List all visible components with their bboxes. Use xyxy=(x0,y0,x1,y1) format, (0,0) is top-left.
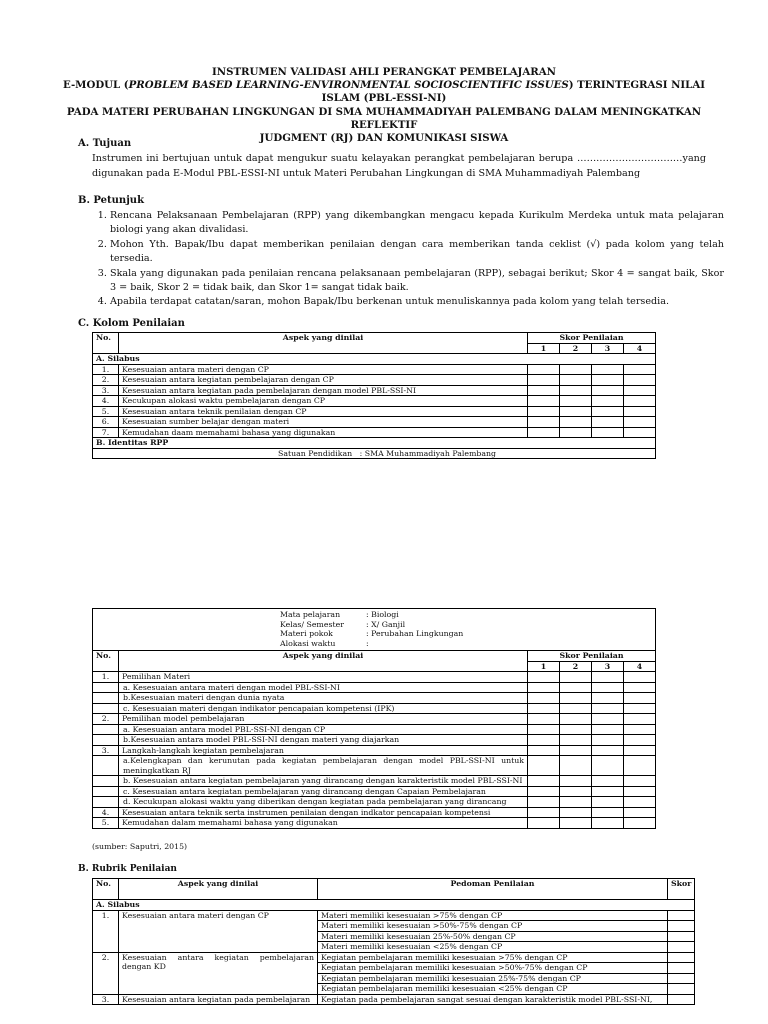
table-row xyxy=(93,724,656,735)
col-aspek-header: Aspek yang dinilai xyxy=(119,651,528,672)
header-line-4: JUDGMENT (RJ) DAN KOMUNIKASI SISWA xyxy=(259,132,509,145)
satuan-label: Satuan Pendidikan xyxy=(278,448,353,458)
score-cell[interactable] xyxy=(560,417,592,428)
table-row xyxy=(93,797,656,808)
row-no xyxy=(93,735,119,746)
rubrik-pedoman: Materi memiliki kesesuaian 25%-50% dengan CP xyxy=(318,931,668,942)
score-cell[interactable] xyxy=(624,396,656,407)
score-cell[interactable] xyxy=(668,952,695,963)
kolom-penilaian-table xyxy=(92,332,656,459)
petunjuk-item: 2. Mohon Yth. Bapak/Ibu dapat memberikan penilaian dengan cara memberikan tanda ceklist (√) pada kolom yang telah tersedia. xyxy=(110,238,724,267)
row-no: 2. xyxy=(93,375,119,386)
petunjuk-title: B. Petunjuk xyxy=(78,195,145,206)
score-cell[interactable] xyxy=(624,682,656,693)
table-row xyxy=(93,745,656,756)
score-cell[interactable] xyxy=(624,375,656,386)
score-cell[interactable] xyxy=(668,973,695,984)
identity-label: Kelas/ Semester xyxy=(280,619,344,629)
score-cell[interactable] xyxy=(528,693,560,704)
rubrik-rows xyxy=(93,910,695,1005)
score-cell[interactable] xyxy=(624,427,656,438)
rpp-table xyxy=(92,608,656,829)
row-aspek: a. Kesesuaian antara model PBL-SSI-NI dengan CP xyxy=(119,724,528,735)
score-cell[interactable] xyxy=(592,693,624,704)
row-no: 5. xyxy=(93,818,119,829)
row-aspek: Kemudahan daam memahami bahasa yang digunakan xyxy=(119,427,528,438)
row-no xyxy=(93,703,119,714)
score-cell[interactable] xyxy=(592,786,624,797)
score-cell[interactable] xyxy=(528,818,560,829)
score-cell[interactable] xyxy=(560,745,592,756)
header-line-2-italic: PROBLEM BASED LEARNING-ENVIRONMENTAL SOCIOSCIENTIFIC ISSUES xyxy=(128,79,569,92)
row-no: 2. xyxy=(93,714,119,725)
col-no-header: No. xyxy=(93,651,119,672)
score-cell[interactable] xyxy=(560,672,592,683)
row-aspek: Kesesuaian sumber belajar dengan materi xyxy=(119,417,528,428)
satuan-pendidikan-row xyxy=(93,448,656,459)
rpp-identity-list xyxy=(277,610,466,648)
score-cell[interactable] xyxy=(560,385,592,396)
table-row xyxy=(93,910,695,921)
score-cell[interactable] xyxy=(624,818,656,829)
col-aspek-header: Aspek yang dinilai xyxy=(119,333,528,354)
row-aspek: Langkah-langkah kegiatan pembelajaran xyxy=(119,745,528,756)
score-cell[interactable] xyxy=(592,682,624,693)
row-aspek: b.Kesesuaian materi dengan dunia nyata xyxy=(119,693,528,704)
score-cell[interactable] xyxy=(624,417,656,428)
table-row xyxy=(93,364,656,375)
identity-value: : Perubahan Lingkungan xyxy=(366,629,464,638)
table-row xyxy=(93,786,656,797)
score-cell[interactable] xyxy=(528,724,560,735)
score-cell[interactable] xyxy=(668,931,695,942)
score-cell[interactable] xyxy=(592,417,624,428)
row-no: 4. xyxy=(93,396,119,407)
score-cell[interactable] xyxy=(560,396,592,407)
score-cell[interactable] xyxy=(668,921,695,932)
score-cell[interactable] xyxy=(528,797,560,808)
section-identitas: B. Identitas RPP xyxy=(93,438,656,449)
row-no: 2. xyxy=(93,952,119,994)
score-cell[interactable] xyxy=(624,406,656,417)
score-cell[interactable] xyxy=(624,364,656,375)
score-cell[interactable] xyxy=(624,776,656,787)
rpp-identity-block xyxy=(93,609,656,651)
score-cell[interactable] xyxy=(528,406,560,417)
score-header: 3 xyxy=(592,661,624,672)
table-row xyxy=(93,396,656,407)
score-cell[interactable] xyxy=(668,994,695,1005)
score-cell[interactable] xyxy=(528,672,560,683)
table-row xyxy=(93,735,656,746)
score-cell[interactable] xyxy=(528,682,560,693)
score-cell[interactable] xyxy=(624,735,656,746)
rubrik-aspek: Kesesuaian antara materi dengan CP xyxy=(119,910,318,952)
score-cell[interactable] xyxy=(560,776,592,787)
rubrik-pedoman: Materi memiliki kesesuaian <25% dengan CP xyxy=(318,942,668,953)
tujuan-text: Instrumen ini bertujuan untuk dapat mengukur suatu kelayakan perangkat pembelajaran berupa ……………………………yang digunakan pada E-Modul PBL-ESSI-NI untuk Materi Perubahan Lingkungan di SMA Muhammadiyah Palembang xyxy=(92,153,706,179)
score-cell[interactable] xyxy=(560,703,592,714)
petunjuk-item: 1. Rencana Pelaksanaan Pembelajaran (RPP) yang dikembangkan mengacu kepada Kurikulm Merdeka untuk mata pelajaran biologi yang akan divalidasi. xyxy=(110,209,724,238)
rubrik-pedoman: Kegiatan pembelajaran memiliki kesesuaian 25%-75% dengan CP xyxy=(318,973,668,984)
score-cell[interactable] xyxy=(528,735,560,746)
table-row xyxy=(93,427,656,438)
score-cell[interactable] xyxy=(560,693,592,704)
score-cell[interactable] xyxy=(624,756,656,776)
row-aspek: b. Kesesuaian antara kegiatan pembelajaran yang dirancang dengan karakteristik model PBL-SSI-NI xyxy=(119,776,528,787)
row-no xyxy=(93,682,119,693)
row-no: 1. xyxy=(93,910,119,952)
rubrik-title: B. Rubrik Penilaian xyxy=(78,864,177,874)
row-aspek: a.Kelengkapan dan kerunutan pada kegiatan pembelajaran dengan model PBL-SSI-NI untuk meningkatkan RJ xyxy=(119,756,528,776)
col-no-header: No. xyxy=(93,879,119,900)
score-cell[interactable] xyxy=(560,807,592,818)
score-cell[interactable] xyxy=(624,385,656,396)
row-aspek: b.Kesesuaian antara model PBL-SSI-NI dengan materi yang diajarkan xyxy=(119,735,528,746)
section-silabus: A. Silabus xyxy=(93,900,695,911)
score-cell[interactable] xyxy=(624,672,656,683)
score-cell[interactable] xyxy=(624,797,656,808)
row-no: 3. xyxy=(93,385,119,396)
score-cell[interactable] xyxy=(624,703,656,714)
table-row xyxy=(93,807,656,818)
rubrik-pedoman: Materi memiliki kesesuaian >75% dengan CP xyxy=(318,910,668,921)
score-cell[interactable] xyxy=(528,703,560,714)
col-no-header: No. xyxy=(93,333,119,354)
rubrik-aspek: Kesesuaian antara kegiatan pada pembelajaran xyxy=(119,994,318,1005)
section-silabus: A. Silabus xyxy=(93,354,656,365)
identity-value: : xyxy=(366,638,369,648)
score-cell[interactable] xyxy=(560,406,592,417)
header-line-3: PADA MATERI PERUBAHAN LINGKUNGAN DI SMA MUHAMMADIYAH PALEMBANG DALAM MENINGKATKAN REFLEKTIF xyxy=(66,105,702,131)
row-no: 6. xyxy=(93,417,119,428)
score-cell[interactable] xyxy=(560,818,592,829)
row-aspek: Kemudahan dalam memahami bahasa yang digunakan xyxy=(119,818,528,829)
score-header: 4 xyxy=(624,343,656,354)
score-cell[interactable] xyxy=(528,396,560,407)
kolom-title: C. Kolom Penilaian xyxy=(78,318,185,329)
petunjuk-item: 4. Apabila terdapat catatan/saran, mohon Bapak/Ibu berkenan untuk menuliskannya pada kolom yang telah tersedia. xyxy=(110,295,724,309)
tujuan-title: A. Tujuan xyxy=(78,138,132,149)
rubrik-pedoman: Kegiatan pembelajaran memiliki kesesuaian <25% dengan CP xyxy=(318,984,668,995)
score-cell[interactable] xyxy=(560,682,592,693)
row-aspek: Pemilihan Materi xyxy=(119,672,528,683)
score-cell[interactable] xyxy=(624,693,656,704)
table-row xyxy=(93,672,656,683)
row-aspek: Kesesuaian antara teknik penilaian dengan CP xyxy=(119,406,528,417)
row-aspek: Kesesuaian antara teknik serta instrumen penilaian dengan indkator pencapaian kompetensi xyxy=(119,807,528,818)
score-cell[interactable] xyxy=(528,417,560,428)
satuan-value: : SMA Muhammadiyah Palembang xyxy=(359,448,497,458)
row-no: 1. xyxy=(93,672,119,683)
score-cell[interactable] xyxy=(592,396,624,407)
row-aspek: a. Kesesuaian antara materi dengan model PBL-SSI-NI xyxy=(119,682,528,693)
score-cell[interactable] xyxy=(592,364,624,375)
score-cell[interactable] xyxy=(560,724,592,735)
score-cell[interactable] xyxy=(528,776,560,787)
score-cell[interactable] xyxy=(592,735,624,746)
score-cell[interactable] xyxy=(560,756,592,776)
score-cell[interactable] xyxy=(592,427,624,438)
score-cell[interactable] xyxy=(592,797,624,808)
score-header: 2 xyxy=(560,661,592,672)
identity-label: Materi pokok xyxy=(280,629,333,638)
source-note: (sumber: Saputri, 2015) xyxy=(92,842,188,851)
petunjuk-item: 3. Skala yang digunakan pada penilaian rencana pelaksanaan pembelajaran (RPP), sebagai berikut; Skor 4 = sangat baik, Skor 3 = baik, Skor 2 = tidak baik, dan Skor 1= sangat tidak baik. xyxy=(110,267,724,296)
score-cell[interactable] xyxy=(592,375,624,386)
table-row xyxy=(93,375,656,386)
score-cell[interactable] xyxy=(592,714,624,725)
row-no xyxy=(93,693,119,704)
table-row xyxy=(93,693,656,704)
score-cell[interactable] xyxy=(528,364,560,375)
score-cell[interactable] xyxy=(560,375,592,386)
table-row xyxy=(93,385,656,396)
table-row xyxy=(93,952,695,963)
table-row xyxy=(93,417,656,428)
rubrik-pedoman: Kegiatan pembelajaran memiliki kesesuaian >50%-75% dengan CP xyxy=(318,963,668,974)
row-aspek: Pemilihan model pembelajaran xyxy=(119,714,528,725)
score-cell[interactable] xyxy=(592,776,624,787)
score-cell[interactable] xyxy=(592,703,624,714)
table-row xyxy=(93,818,656,829)
rubrik-pedoman: Materi memiliki kesesuaian >50%-75% dengan CP xyxy=(318,921,668,932)
score-cell[interactable] xyxy=(624,714,656,725)
score-cell[interactable] xyxy=(560,797,592,808)
score-cell[interactable] xyxy=(592,807,624,818)
score-cell[interactable] xyxy=(592,745,624,756)
row-aspek: c. Kesesuaian materi dengan indikator pencapaian kompetensi (IPK) xyxy=(119,703,528,714)
table-row xyxy=(93,756,656,776)
score-cell[interactable] xyxy=(528,385,560,396)
col-pedoman-header: Pedoman Penilaian xyxy=(318,879,668,900)
rubrik-aspek: Kesesuaian antara kegiatan pembelajaran dengan KD xyxy=(119,952,318,994)
identity-label: Alokasi waktu xyxy=(280,638,336,648)
rubrik-table xyxy=(92,878,695,1005)
row-aspek: Kesesuaian antara kegiatan pada pembelajaran dengan model PBL-SSI-NI xyxy=(119,385,528,396)
row-no xyxy=(93,756,119,776)
score-cell[interactable] xyxy=(592,724,624,735)
score-cell[interactable] xyxy=(560,786,592,797)
score-cell[interactable] xyxy=(528,714,560,725)
row-no xyxy=(93,724,119,735)
table-row xyxy=(93,994,695,1005)
score-cell[interactable] xyxy=(668,910,695,921)
petunjuk-list xyxy=(92,209,724,310)
row-no xyxy=(93,776,119,787)
identity-value: : X/ Ganjil xyxy=(366,619,406,629)
col-skor-header: Skor Penilaian xyxy=(528,651,656,662)
table-row xyxy=(93,682,656,693)
score-cell[interactable] xyxy=(624,807,656,818)
row-no xyxy=(93,786,119,797)
score-cell[interactable] xyxy=(668,963,695,974)
score-cell[interactable] xyxy=(624,745,656,756)
score-cell[interactable] xyxy=(528,427,560,438)
score-cell[interactable] xyxy=(592,385,624,396)
col-aspek-header: Aspek yang dinilai xyxy=(119,879,318,900)
header-line-2-suffix: ) TERINTEGRASI NILAI ISLAM (PBL-ESSI-NI) xyxy=(321,79,705,105)
score-header: 1 xyxy=(528,343,560,354)
row-aspek: c. Kesesuaian antara kegiatan pembelajaran yang dirancang dengan Capaian Pembelajaran xyxy=(119,786,528,797)
score-header: 3 xyxy=(592,343,624,354)
score-cell[interactable] xyxy=(528,807,560,818)
score-header: 2 xyxy=(560,343,592,354)
table-row xyxy=(93,703,656,714)
rubrik-pedoman: Kegiatan pada pembelajaran sangat sesuai dengan karakteristik model PBL-SSI-NI, xyxy=(318,994,668,1005)
score-cell[interactable] xyxy=(528,756,560,776)
score-header: 1 xyxy=(528,661,560,672)
score-cell[interactable] xyxy=(592,756,624,776)
score-cell[interactable] xyxy=(592,406,624,417)
table-row xyxy=(93,406,656,417)
identity-label: Mata pelajaran xyxy=(280,610,341,619)
score-header: 4 xyxy=(624,661,656,672)
document-header xyxy=(60,66,708,145)
score-cell[interactable] xyxy=(668,984,695,995)
score-cell[interactable] xyxy=(528,786,560,797)
col-skor-header: Skor Penilaian xyxy=(528,333,656,344)
table-row xyxy=(93,776,656,787)
row-no: 5. xyxy=(93,406,119,417)
row-no: 3. xyxy=(93,994,119,1005)
row-no: 4. xyxy=(93,807,119,818)
score-cell[interactable] xyxy=(624,786,656,797)
score-cell[interactable] xyxy=(624,724,656,735)
rpp-rows xyxy=(93,672,656,829)
header-line-2-prefix: E-MODUL ( xyxy=(63,79,129,92)
score-cell[interactable] xyxy=(528,375,560,386)
table-row xyxy=(93,714,656,725)
rubrik-pedoman: Kegiatan pembelajaran memiliki kesesuaian >75% dengan CP xyxy=(318,952,668,963)
score-cell[interactable] xyxy=(528,745,560,756)
score-cell[interactable] xyxy=(560,714,592,725)
row-no xyxy=(93,797,119,808)
row-aspek: Kesesuaian antara kegiatan pembelajaran dengan CP xyxy=(119,375,528,386)
row-aspek: Kesesuaian antara materi dengan CP xyxy=(119,364,528,375)
header-line-2 xyxy=(60,79,708,105)
score-cell[interactable] xyxy=(668,942,695,953)
score-cell[interactable] xyxy=(592,672,624,683)
score-cell[interactable] xyxy=(560,364,592,375)
identity-value: : Biologi xyxy=(366,610,399,619)
score-cell[interactable] xyxy=(560,735,592,746)
row-aspek: d. Kecukupan alokasi waktu yang diberikan dengan kegiatan pada pembelajaran yang dirancang xyxy=(119,797,528,808)
col-skor-header: Skor xyxy=(668,879,695,900)
score-cell[interactable] xyxy=(560,427,592,438)
row-no: 7. xyxy=(93,427,119,438)
score-cell[interactable] xyxy=(592,818,624,829)
row-no: 1. xyxy=(93,364,119,375)
header-line-1: INSTRUMEN VALIDASI AHLI PERANGKAT PEMBELAJARAN xyxy=(212,66,556,78)
row-no: 3. xyxy=(93,745,119,756)
row-aspek: Kecukupan alokasi waktu pembelajaran dengan CP xyxy=(119,396,528,407)
